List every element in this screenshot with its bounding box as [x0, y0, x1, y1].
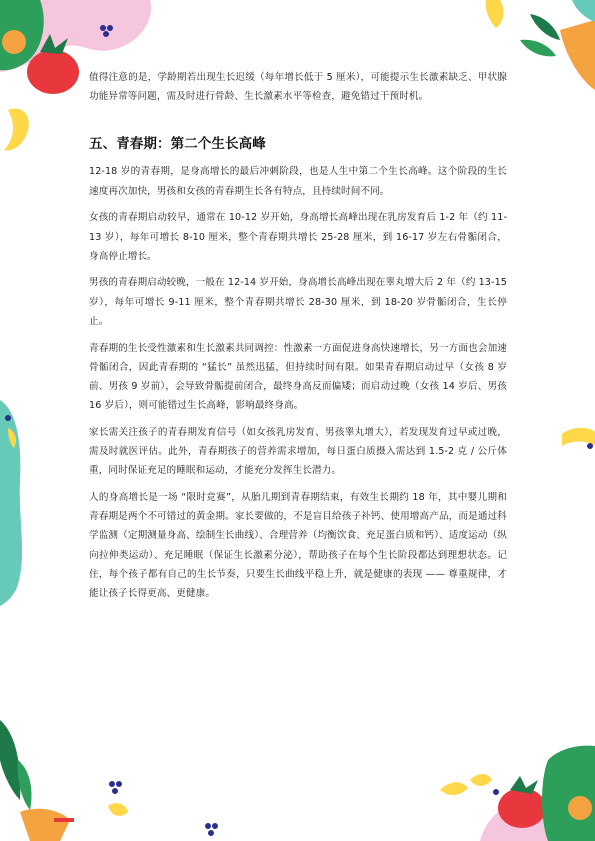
- avocado-icon: [572, 0, 595, 22]
- carrot-icon: [20, 809, 70, 841]
- corn-icon: [486, 0, 504, 28]
- tomato-icon: [498, 776, 546, 828]
- corn-icon: [470, 774, 492, 786]
- paragraph: 青春期的生长受性激素和生长激素共同调控：性激素一方面促进身高快速增长，另一方面也会加速骨骺闭合，因此青春期的 “猛长” 虽然迅猛，但持续时间有限。如果青春期启动过早（女孩 8 岁前、男孩 9 岁前），会导致骨骺提前闭合，最终身高反而偏矮；而启动过晚（女孩 14 岁后、男孩 16 岁后），则可能错过生长高峰，影响最终身高。: [89, 342, 507, 412]
- dots-icon: [493, 789, 499, 795]
- corn-icon: [440, 782, 468, 795]
- leaf-icon: [0, 720, 20, 800]
- intro-paragraph: 值得注意的是，学龄期若出现生长迟缓（每年增长低于 5 厘米），可能提示生长激素缺乏、甲状腺功能异常等问题，需及时进行骨龄、生长激素水平等检查，避免错过干预时机。: [89, 72, 507, 103]
- leaf-icon: [18, 760, 32, 810]
- document-body: [89, 68, 507, 611]
- paragraph: 家长需关注孩子的青春期发育信号（如女孩乳房发育、男孩睾丸增大），若发现发育过早或过晚，需及时就医评估。此外，青春期孩子的营养需求增加，每日蛋白质摄入需达到 1.5-2 克 / 公斤体重，同时保证充足的睡眠和运动，才能充分发挥生长潜力。: [89, 426, 507, 477]
- banana-icon: [4, 109, 29, 151]
- dots-icon: [5, 415, 11, 421]
- paragraph: 12-18 岁的青春期，是身高增长的最后冲刺阶段，也是人生中第二个生长高峰。这个阶段的生长速度再次加快，男孩和女孩的青春期生长各有特点，且持续时间不同。: [89, 166, 507, 197]
- avocado-icon: [542, 746, 595, 841]
- paragraph: 男孩的青春期启动较晚，一般在 12-14 岁开始，身高增长高峰出现在睾丸增大后 2 年（约 13-15 岁），每年可增长 9-11 厘米，整个青春期共增长 28-30 厘米，到 18-20 岁骨骺闭合，生长停止。: [89, 277, 507, 327]
- leaf-icon: [520, 40, 556, 57]
- section-heading: 五、青春期：第二个生长高峰: [89, 136, 266, 153]
- leaf-icon: [530, 14, 560, 40]
- paragraph: 女孩的青春期启动较早，通常在 10-12 岁开始，身高增长高峰出现在乳房发育后 1-2 年（约 11-13 岁），每年可增长 8-10 厘米，整个青春期共增长 25-28 厘米，到 16-17 岁左右骨骺闭合，身高停止增长。: [89, 212, 507, 262]
- dots-icon: [587, 443, 593, 449]
- paragraph: 人的身高增长是一场 “限时竞赛”，从胎儿期到青春期结束，有效生长期约 18 年，其中婴儿期和青春期是两个不可错过的黄金期。家长要做的，不是盲目给孩子补钙、使用增高产品，而是通过科学监测（定期测量身高、绘制生长曲线）、合理营养（均衡饮食、充足蛋白质和钙）、适度运动（纵向拉伸类运动）、充足睡眠（保证生长激素分泌），帮助孩子在每个生长阶段都达到理想状态。记住，每个孩子都有自己的生长节奏，只要生长曲线平稳上升，就是健康的表现 —— 尊重规律，才能让孩子长得更高、更健康。: [89, 491, 507, 599]
- carrot-icon: [560, 20, 595, 90]
- banana-icon: [108, 803, 128, 816]
